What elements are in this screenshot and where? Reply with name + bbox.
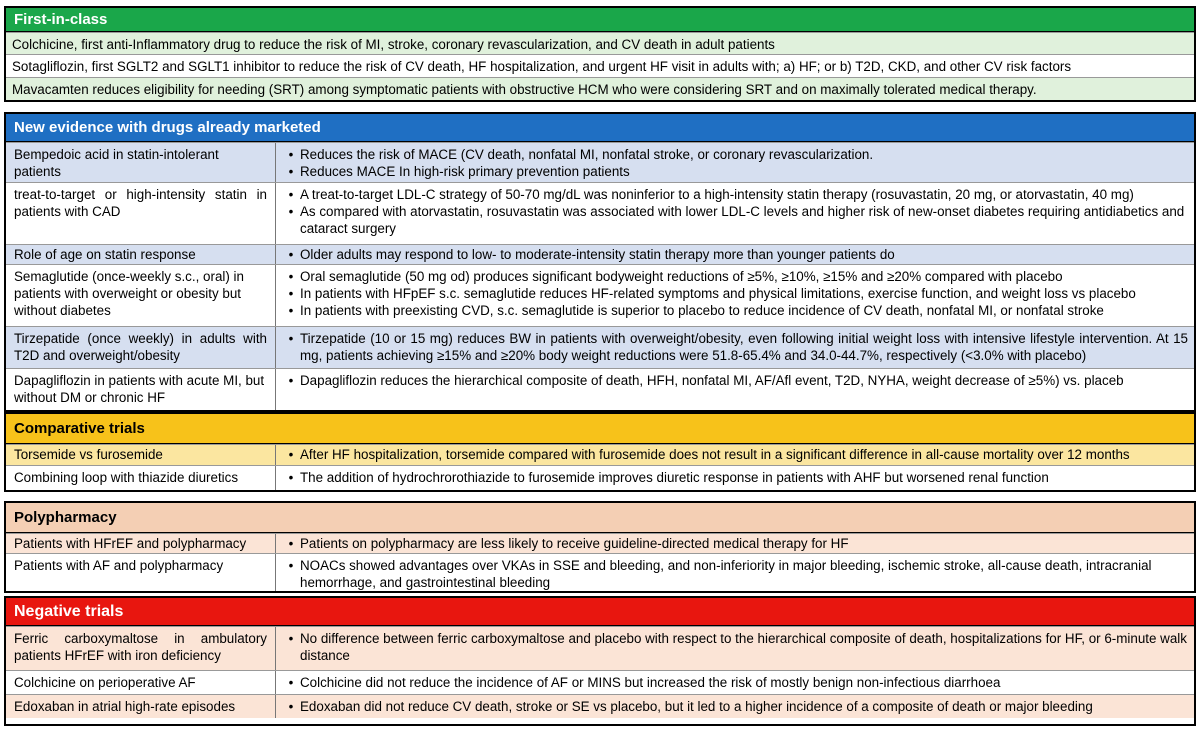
bullet: • [288, 164, 294, 179]
table-row [6, 244, 1194, 264]
section-comparative-trials [4, 412, 1196, 492]
table-row [6, 533, 1194, 553]
row-label: Torsemide vs furosemide [6, 445, 276, 465]
bullet: • [288, 675, 294, 690]
bullet: • [288, 699, 294, 714]
bullet-text: Oral semaglutide (50 mg od) produces significant bodyweight reductions of ≥5%, ≥10%, ≥15% and ≥20% compared with placebo [300, 269, 1063, 284]
table-row [6, 32, 1194, 54]
row-label: Patients with AF and polypharmacy [6, 554, 276, 591]
bullet-text: Older adults may respond to low- to moderate-intensity statin therapy more than younger patients do [300, 247, 895, 262]
row-label: Role of age on statin response [6, 245, 276, 264]
row-label: Ferric carboxymaltose in ambulatory patients HFrEF with iron deficiency [6, 627, 276, 670]
section-new-evidence [4, 112, 1196, 412]
table-row [6, 444, 1194, 465]
row-text: Sotagliflozin, first SGLT2 and SGLT1 inhibitor to reduce the risk of CV death, HF hospitalization, and urgent HF visit in adults with; a) HF; or b) T2D, CKD, and other CV risk factors [12, 59, 1072, 74]
row-label: Colchicine on perioperative AF [6, 671, 276, 694]
table-row [6, 626, 1194, 670]
row-text: Mavacamten reduces eligibility for needing (SRT) among symptomatic patients with obstructive HCM who were considering SRT and on maximally tolerated medical therapy. [12, 82, 1037, 97]
section-negative-trials [4, 596, 1196, 726]
bullet-text: No difference between ferric carboxymaltose and placebo with respect to the hierarchical composite of death, hospitalizations for HF, or 6-minute walk distance [300, 631, 1187, 663]
bullet-text: Colchicine did not reduce the incidence of AF or MINS but increased the risk of mostly benign non-infectious diarrhoea [300, 675, 1001, 690]
section-header: First-in-class [6, 8, 1194, 32]
bullet: • [288, 286, 294, 301]
row-label: Dapagliflozin in patients with acute MI, but without DM or chronic HF [6, 369, 276, 410]
bullet-text: A treat-to-target LDL-C strategy of 50-70 mg/dL was noninferior to a high-intensity statin therapy (rosuvastatin, 20 mg, or atorvastatin, 40 mg) [300, 187, 1134, 202]
table-row [6, 670, 1194, 694]
section-polypharmacy [4, 501, 1196, 593]
table-row [6, 368, 1194, 410]
section-header: Comparative trials [6, 414, 1194, 444]
bullet: • [288, 558, 294, 573]
bullet: • [288, 536, 294, 551]
bullet: • [288, 204, 294, 219]
bullet-text: After HF hospitalization, torsemide compared with furosemide does not result in a significant difference in all-cause mortality over 12 months [300, 447, 1130, 462]
row-label: Semaglutide (once-weekly s.c., oral) in patients with overweight or obesity but without diabetes [6, 265, 276, 326]
bullet-text: NOACs showed advantages over VKAs in SSE and bleeding, and non-inferiority in major bleeding, ischemic stroke, all-cause death, intracranial hemorrhage, and gastrointestinal bleeding [300, 558, 1152, 590]
section-header: Polypharmacy [6, 503, 1194, 533]
table-row [6, 142, 1194, 182]
bullet-text: Dapagliflozin reduces the hierarchical composite of death, HFH, nonfatal MI, AF/Afl event, T2D, NYHA, weight decrease of ≥5%) vs. placeb [300, 373, 1124, 388]
bullet-text: Reduces the risk of MACE (CV death, nonfatal MI, nonfatal stroke, or coronary revascularization. [300, 147, 874, 162]
row-text: Colchicine, first anti-Inflammatory drug to reduce the risk of MI, stroke, coronary revascularization, and CV death in adult patients [12, 37, 775, 52]
bullet: • [288, 269, 294, 284]
bullet: • [288, 303, 294, 318]
row-label: treat-to-target or high-intensity statin in patients with CAD [6, 183, 276, 244]
bullet-text: In patients with preexisting CVD, s.c. semaglutide is superior to placebo to reduce incidence of CV death, nonfatal MI, or nonfatal stroke [300, 303, 1104, 318]
bullet-text: The addition of hydrochrorothiazide to furosemide improves diuretic response in patients with AHF but worsened renal function [300, 470, 1049, 485]
bullet-text: In patients with HFpEF s.c. semaglutide reduces HF-related symptoms and physical limitations, exercise function, and weight loss vs placebo [300, 286, 1136, 301]
bullet: • [288, 247, 294, 262]
table-row [6, 264, 1194, 326]
bullet: • [288, 470, 294, 485]
bullet: • [288, 187, 294, 202]
table-row [6, 326, 1194, 368]
row-label: Tirzepatide (once weekly) in adults with T2D and overweight/obesity [6, 327, 276, 368]
table-row [6, 182, 1194, 244]
table-row [6, 465, 1194, 490]
bullet: • [288, 631, 294, 646]
section-header: Negative trials [6, 598, 1194, 626]
row-label: Bempedoic acid in statin-intolerant patients [6, 143, 276, 182]
table-row [6, 694, 1194, 718]
bullet: • [288, 331, 294, 346]
bullet-text: Patients on polypharmacy are less likely to receive guideline-directed medical therapy for HF [300, 536, 849, 551]
row-label: Patients with HFrEF and polypharmacy [6, 534, 276, 553]
table-row [6, 54, 1194, 77]
bullet-text: Edoxaban did not reduce CV death, stroke or SE vs placebo, but it led to a higher incidence of a composite of death or major bleeding [300, 699, 1093, 714]
bullet: • [288, 447, 294, 462]
table-row [6, 553, 1194, 591]
bullet-text: Reduces MACE In high-risk primary prevention patients [300, 164, 630, 179]
bullet-text: Tirzepatide (10 or 15 mg) reduces BW in patients with overweight/obesity, even following initial weight loss with intensive lifestyle intervention. At 15 mg, patients achieving ≥15% and ≥20% body weight reductions were 51.8-65.4% and 34.0-44.7%, respectively (<3.0% with placebo) [300, 331, 1188, 363]
row-label: Combining loop with thiazide diuretics [6, 466, 276, 490]
table-row [6, 77, 1194, 101]
row-label: Edoxaban in atrial high-rate episodes [6, 695, 276, 718]
bullet: • [288, 147, 294, 162]
section-header: New evidence with drugs already marketed [6, 114, 1194, 142]
section-first-in-class [4, 6, 1196, 102]
bullet: • [288, 373, 294, 388]
bullet-text: As compared with atorvastatin, rosuvastatin was associated with lower LDL-C levels and higher risk of new-onset diabetes requiring antidiabetics and cataract surgery [300, 204, 1185, 236]
